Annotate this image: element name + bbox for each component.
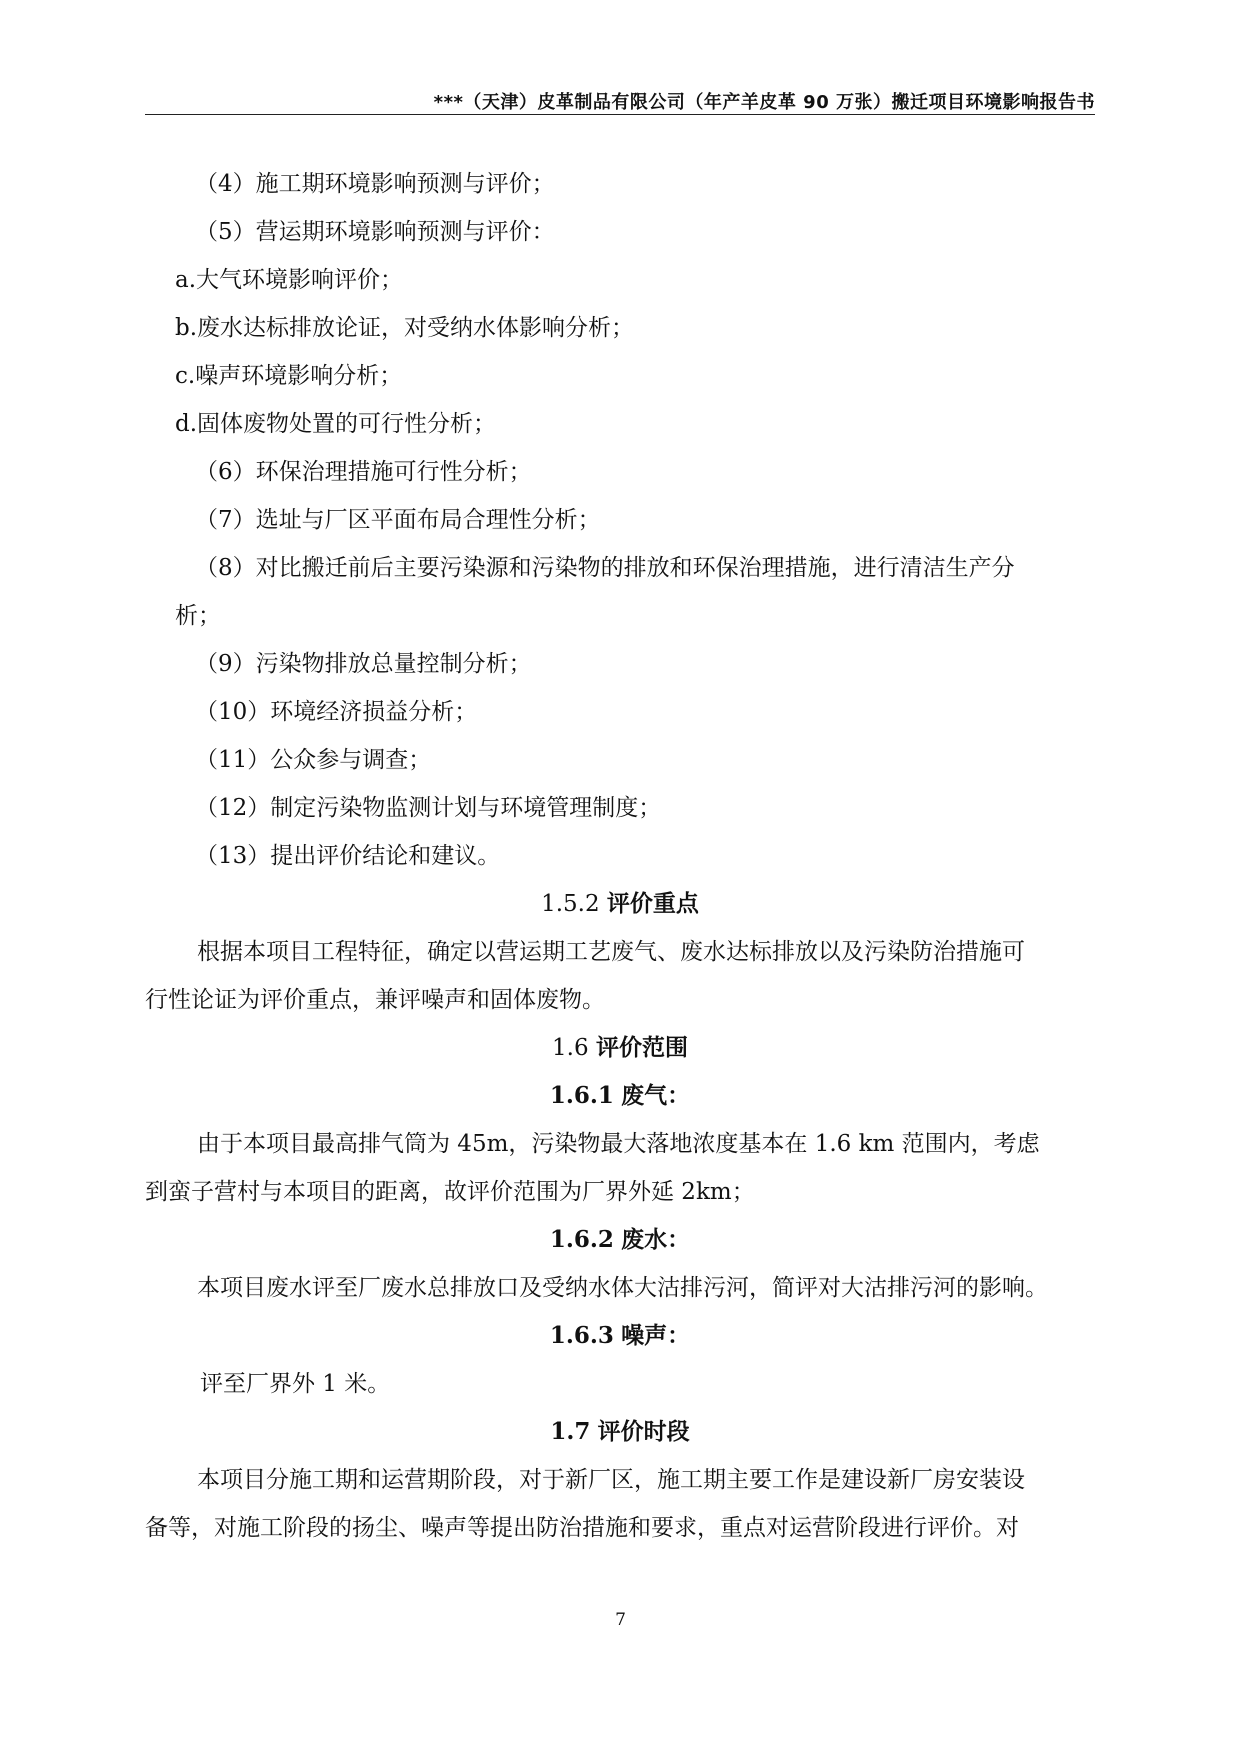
list-item: （10）环境经济损益分析； [195, 699, 478, 725]
section-heading-1-6 [145, 1024, 1095, 1072]
page-body [145, 160, 1095, 1552]
body-text: 到蛮子营村与本项目的距离，故评价范围为厂界外延 2km； [145, 1179, 755, 1205]
section-title: 噪声： [621, 1323, 691, 1349]
list-item: （13）提出评价结论和建议。 [195, 843, 501, 869]
body-text: 行性论证为评价重点，兼评噪声和固体废物。 [145, 987, 605, 1013]
list-item: a.大气环境影响评价； [175, 267, 404, 293]
list-item: 析； [175, 603, 221, 629]
list-item: b.废水达标排放论证，对受纳水体影响分析； [175, 315, 635, 341]
section-heading-1-7 [145, 1408, 1095, 1456]
list-item: （9）污染物排放总量控制分析； [195, 651, 532, 677]
section-number: 1.6.3 [549, 1322, 614, 1349]
list-item: （8）对比搬迁前后主要污染源和污染物的排放和环保治理措施，进行清洁生产分 [195, 555, 1015, 581]
section-title: 评价范围 [595, 1035, 688, 1061]
section-title: 废气： [621, 1083, 691, 1109]
section-number: 1.7 [550, 1418, 591, 1445]
body-text: 本项目分施工期和运营期阶段，对于新厂区，施工期主要工作是建设新厂房安装设 [197, 1467, 1025, 1493]
section-heading-1-6-3 [145, 1312, 1095, 1360]
list-item: d.固体废物处置的可行性分析； [175, 411, 497, 437]
section-number: 1.6 [552, 1035, 589, 1061]
section-title: 评价时段 [597, 1419, 690, 1445]
body-text: 备等，对施工阶段的扬尘、噪声等提出防治措施和要求，重点对运营阶段进行评价。对 [145, 1515, 1019, 1541]
body-text: 由于本项目最高排气筒为 45m，污染物最大落地浓度基本在 1.6 km 范围内，考虑 [197, 1131, 1040, 1157]
section-number: 1.5.2 [541, 891, 600, 917]
section-title: 评价重点 [606, 891, 699, 917]
header-divider [145, 114, 1095, 115]
section-number: 1.6.1 [549, 1082, 614, 1109]
section-number: 1.6.2 [549, 1226, 614, 1253]
list-item: （7）选址与厂区平面布局合理性分析； [195, 507, 601, 533]
list-item: （6）环保治理措施可行性分析； [195, 459, 532, 485]
list-item: （5）营运期环境影响预测与评价： [195, 219, 555, 245]
list-item: （12）制定污染物监测计划与环境管理制度； [195, 795, 662, 821]
list-item: （4）施工期环境影响预测与评价； [195, 171, 555, 197]
body-text: 评至厂界外 1 米。 [200, 1371, 391, 1397]
section-heading-1-6-2 [145, 1216, 1095, 1264]
section-title: 废水： [621, 1227, 691, 1253]
body-text: 本项目废水评至厂废水总排放口及受纳水体大沽排污河，简评对大沽排污河的影响。 [197, 1275, 1048, 1301]
section-heading-1-6-1 [145, 1072, 1095, 1120]
list-item: c.噪声环境影响分析； [175, 363, 403, 389]
page-number: 7 [615, 1610, 626, 1630]
running-header: ***（天津）皮革制品有限公司（年产羊皮革 90 万张）搬迁项目环境影响报告书 [433, 92, 1095, 113]
list-item: （11）公众参与调查； [195, 747, 432, 773]
body-text: 根据本项目工程特征，确定以营运期工艺废气、废水达标排放以及污染防治措施可 [197, 939, 1025, 965]
section-heading-1-5-2 [145, 880, 1095, 928]
